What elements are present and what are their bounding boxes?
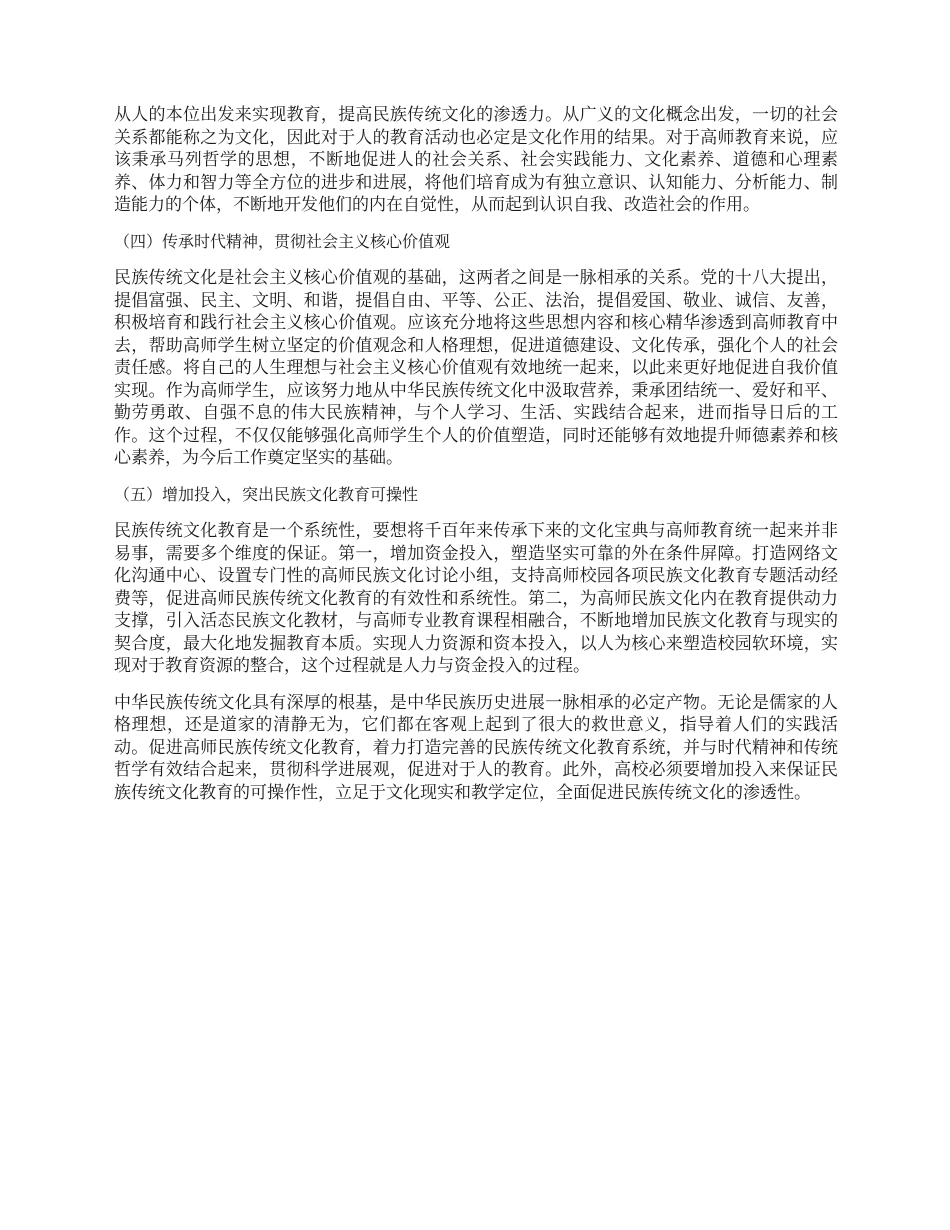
section-heading-4: （四）传承时代精神，贯彻社会主义核心价值观 xyxy=(114,231,451,251)
paragraph-4: 中华民族传统文化具有深厚的根基，是中华民族历史进展一脉相承的必定产物。无论是儒家的人格理想，还是道家的清静无为，它们都在客观上起到了很大的救世意义，指导着人们的实践活动。促进高师民族传统文化教育，着力打造完善的民族传统文化教育系统，并与时代精神和传统哲学有效结合起来，贯彻科学进展观，促进对于人的教育。此外，高校必须要增加投入来保证民族传统文化教育的可操作性，立足于文化现实和教学定位，全面促进民族传统文化的渗透性。 xyxy=(114,692,838,803)
paragraph-1: 从人的本位出发来实现教育，提高民族传统文化的渗透力。从广义的文化概念出发，一切的社会关系都能称之为文化，因此对于人的教育活动也必定是文化作用的结果。对于高师教育来说，应该秉承马列哲学的思想，不断地促进人的社会关系、社会实践能力、文化素养、道德和心理素养、体力和智力等全方位的进步和进展，将他们培育成为有独立意识、认知能力、分析能力、制造能力的个体，不断地开发他们的内在自觉性，从而起到认识自我、改造社会的作用。 xyxy=(114,105,838,215)
paragraph-2: 民族传统文化是社会主义核心价值观的基础，这两者之间是一脉相承的关系。党的十八大提出，提倡富强、民主、文明、和谐，提倡自由、平等、公正、法治，提倡爱国、敬业、诚信、友善，积极培育和践行社会主义核心价值观。应该充分地将这些思想内容和核心精华渗透到高师教育中去，帮助高师学生树立坚定的价值观念和人格理想，促进道德建设、文化传承，强化个人的社会责任感。将自己的人生理想与社会主义核心价值观有效地统一起来，以此来更好地促进自我价值实现。作为高师学生，应该努力地从中华民族传统文化中汲取营养，秉承团结统一、爱好和平、勤劳勇敢、自强不息的伟大民族精神，与个人学习、生活、实践结合起来，进而指导日后的工作。这个过程，不仅仅能够强化高师学生个人的价值塑造，同时还能够有效地提升师德素养和核心素养，为今后工作奠定坚实的基础。 xyxy=(114,268,838,468)
paragraph-3: 民族传统文化教育是一个系统性，要想将千百年来传承下来的文化宝典与高师教育统一起来并非易事，需要多个维度的保证。第一，增加资金投入，塑造坚实可靠的外在条件屏障。打造网络文化沟通中心、设置专门性的高师民族文化讨论小组，支持高师校园各项民族文化教育专题活动经费等，促进高师民族传统文化教育的有效性和系统性。第二，为高师民族文化内在教育提供动力支撑，引入活态民族文化教材，与高师专业教育课程相融合，不断地增加民族文化教育与现实的契合度，最大化地发掘教育本质。实现人力资源和资本投入，以人为核心来塑造校园软环境，实现对于教育资源的整合，这个过程就是人力与资金投入的过程。 xyxy=(114,521,838,676)
document-body xyxy=(114,104,838,818)
section-heading-5: （五）增加投入，突出民族文化教育可操性 xyxy=(114,484,419,504)
